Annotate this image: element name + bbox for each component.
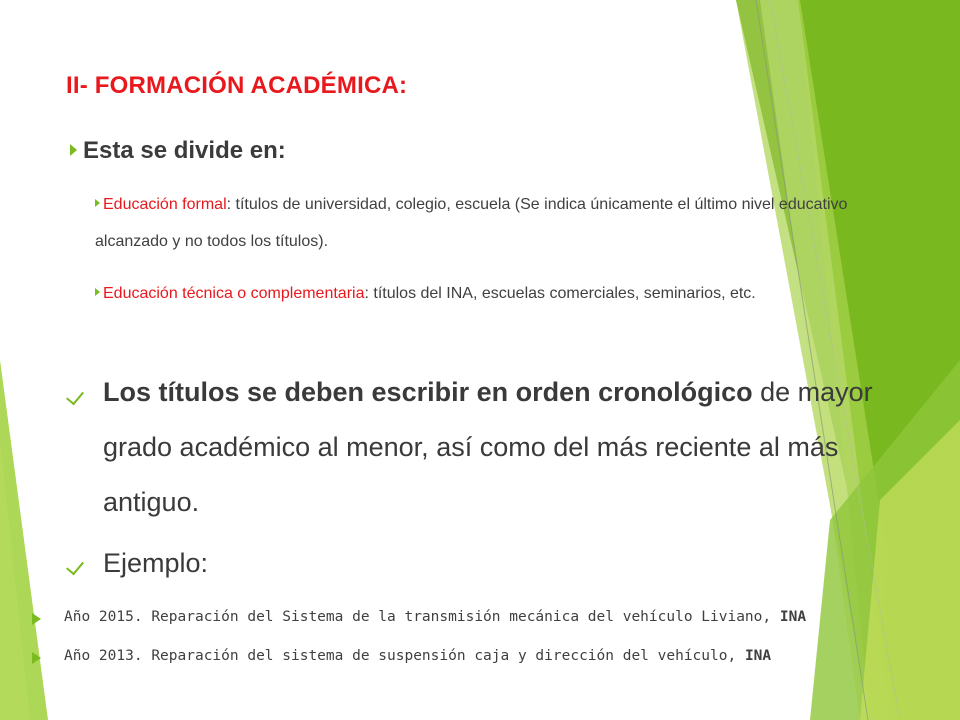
example-line xyxy=(64,648,771,664)
example-line xyxy=(64,609,806,625)
example-org: INA xyxy=(744,648,772,664)
rule-bold-text: Los títulos se deben escribir en orden cronológico xyxy=(103,377,753,407)
example-year: Año 2013. xyxy=(64,648,143,664)
example-desc: Reparación del Sistema de la transmisión mecánica del vehículo Liviano, xyxy=(151,609,772,625)
list-item-formal-education xyxy=(95,186,915,260)
example-label: Ejemplo: xyxy=(103,548,209,578)
example-org: INA xyxy=(779,609,807,625)
section-heading-text: Esta se divide en: xyxy=(83,137,286,164)
slide-title: II- FORMACIÓN ACADÉMICA: xyxy=(66,72,408,99)
item-label: Educación técnica o complementaria xyxy=(103,285,365,302)
triangle-bullet-icon xyxy=(95,288,100,296)
list-item-technical-education xyxy=(95,275,915,312)
arrow-bullet-icon xyxy=(32,652,41,664)
item-text: : títulos de universidad, colegio, escuela (Se indica únicamente el último nivel educativo alcanzado y no todos los títulos). xyxy=(95,196,848,250)
rule-rest-text: de mayor grado académico al menor, así como del más reciente al más antiguo. xyxy=(103,377,873,517)
example-year: Año 2015. xyxy=(64,609,143,625)
arrow-bullet-icon xyxy=(32,613,41,625)
section-heading xyxy=(70,137,286,165)
item-text: : títulos del INA, escuelas comerciales, seminarios, etc. xyxy=(364,285,756,302)
example-desc: Reparación del sistema de suspensión caja y dirección del vehículo, xyxy=(151,648,737,664)
ordering-rule-text xyxy=(103,365,923,530)
triangle-bullet-icon xyxy=(70,144,77,156)
item-label: Educación formal xyxy=(103,196,227,213)
triangle-bullet-icon xyxy=(95,199,100,207)
